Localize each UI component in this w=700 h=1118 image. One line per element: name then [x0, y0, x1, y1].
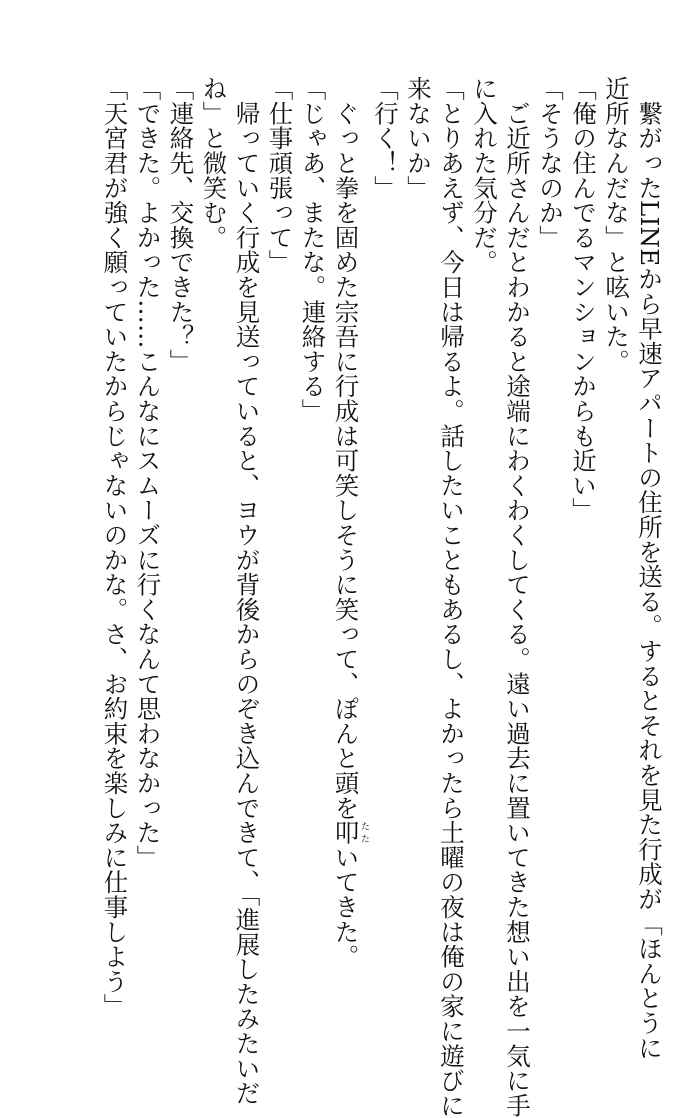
- text-line-11: 「じゃあ、またな。連絡する」: [298, 76, 328, 424]
- text-line-14: ね」と微笑む。: [199, 76, 229, 250]
- text-line-13: 帰っていく行成を見送っていると、ヨウが背後からのぞき込んできて、「進展したみたいだ: [232, 76, 262, 1106]
- text-line-1: 繋がったLINEから早速アパートの住所を送る。するとそれを見た行成が「ほんとうに: [635, 76, 664, 1061]
- text-line-10: [330, 76, 370, 969]
- text-line-12: 「仕事頑張って」: [265, 76, 295, 275]
- ruby-base: 叩: [331, 820, 361, 845]
- text-line-4: 「そうなのか」: [536, 76, 565, 250]
- text-line-7: 「とりあえず、今日は帰るよ。話したいこともあるし、よかったら土曜の夜は俺の家に遊びに: [437, 76, 466, 1118]
- text-line-17: 「天宮君が強く願っていたからじゃないのかな。さ、お約束を楽しみに仕事しよう」: [100, 76, 130, 1019]
- text-line-10-main: ぐっと拳を固めた宗吾に行成は可笑しそうに笑って、ぽんと頭を: [331, 76, 361, 820]
- vertical-text-body: [99, 76, 667, 1118]
- text-line-2: 近所なんだな」と呟いた。: [602, 76, 631, 374]
- ruby-reading: たた: [359, 820, 369, 845]
- text-line-8: 来ないか」: [404, 76, 433, 200]
- text-line-15: 「連絡先、交換できた？」: [166, 76, 196, 374]
- text-line-10-tail: いてきた。: [331, 844, 361, 969]
- text-line-9: 「行く！」: [371, 76, 400, 200]
- ruby-annotation: [331, 820, 369, 845]
- text-line-3: 「俺の住んでるマンションからも近い」: [569, 76, 598, 523]
- text-line-6: に入れた気分だ。: [470, 76, 499, 275]
- text-line-16: 「できた。よかった……こんなにスムーズに行くなんて思わなかった」: [133, 76, 163, 870]
- text-line-5: ご近所さんだとわかると途端にわくわくしてくる。遠い過去に置いてきた想い出を一気に手: [503, 76, 532, 1118]
